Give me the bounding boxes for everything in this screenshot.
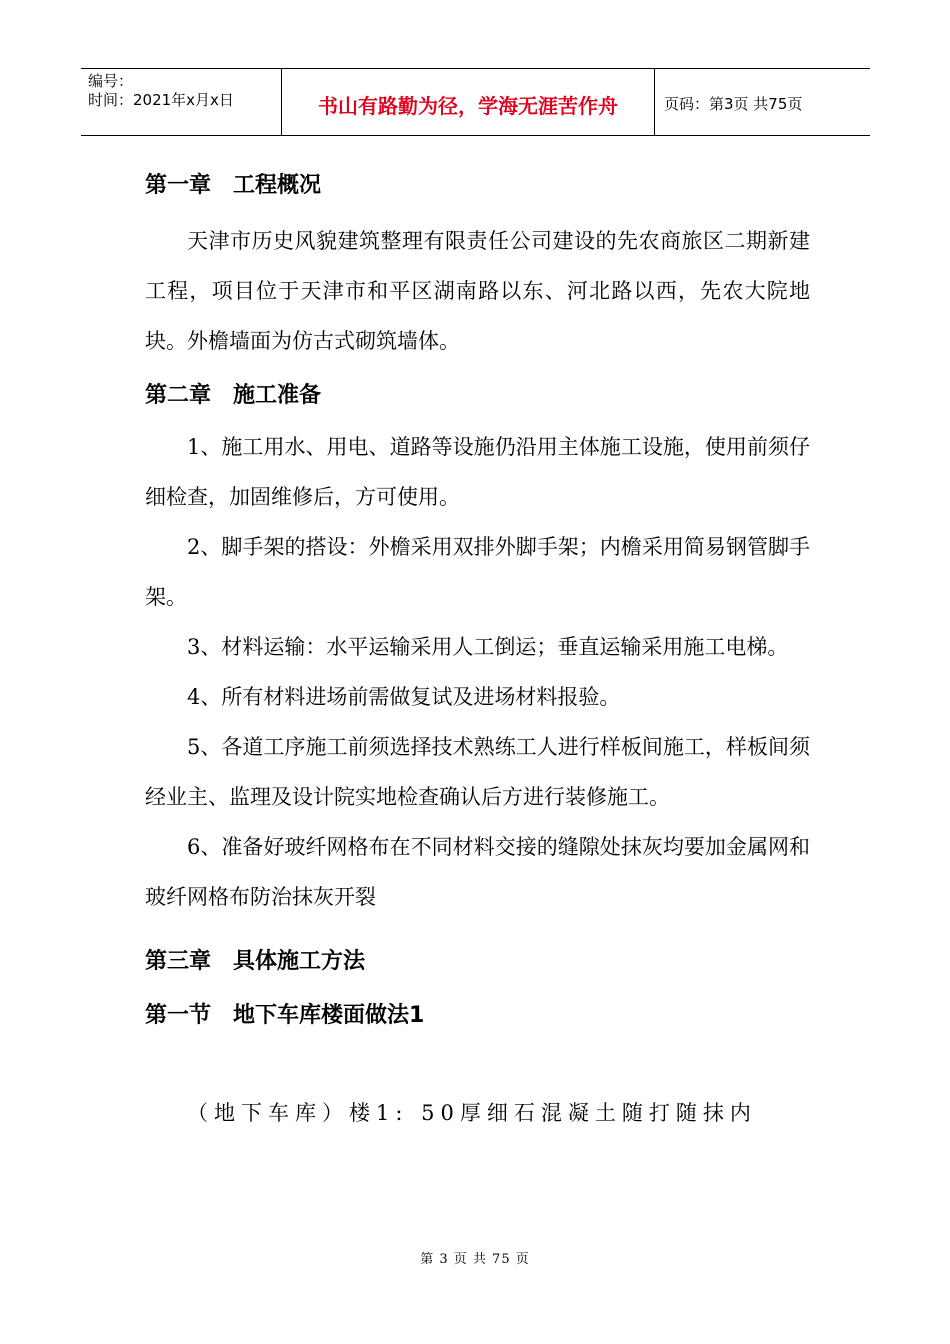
document-body (145, 170, 810, 1138)
page-header (81, 68, 870, 136)
chapter-2-item-1: 1、施工用水、用电、道路等设施仍沿用主体施工设施，使用前须仔细检查，加固维修后，方可使用。 (145, 435, 810, 509)
chapter-2-title: 第二章 施工准备 (145, 383, 322, 408)
header-meta (81, 69, 282, 135)
chapter-2-item-2: 2、脚手架的搭设：外檐采用双排外脚手架；内檐采用简易钢管脚手架。 (145, 535, 810, 609)
section-1-paragraph: （地下车库）楼1: 50厚细石混凝土随打随抹内 (187, 1101, 757, 1125)
chapter-3-title: 第三章 具体施工方法 (145, 949, 366, 974)
chapter-2-item-5: 5、各道工序施工前须选择技术熟练工人进行样板间施工，样板间须经业主、监理及设计院实地检查确认后方进行装修施工。 (145, 735, 810, 809)
header-page-info: 页码：第3页 共75页 (664, 94, 803, 113)
page-footer: 第 3 页 共 75 页 (420, 1252, 530, 1267)
chapter-2-item-3: 3、材料运输：水平运输采用人工倒运；垂直运输采用施工电梯。 (187, 635, 789, 659)
chapter-1-paragraph: 天津市历史风貌建筑整理有限责任公司建设的先农商旅区二期新建工程，项目位于天津市和平区湖南路以东、河北路以西，先农大院地块。外檐墙面为仿古式砌筑墙体。 (145, 229, 810, 353)
document-time-label: 时间：2021年x月x日 (88, 91, 234, 109)
document-number-label: 编号： (88, 72, 134, 90)
section-1-title: 第一节 地下车库楼面做法1 (145, 1003, 425, 1028)
chapter-1-title: 第一章 工程概况 (145, 173, 322, 198)
header-motto: 书山有路勤为径，学海无涯苦作舟 (282, 69, 655, 135)
chapter-2-item-6: 6、准备好玻纤网格布在不同材料交接的缝隙处抹灰均要加金属网和玻纤网格布防治抹灰开裂 (145, 835, 810, 909)
chapter-2-item-4: 4、所有材料进场前需做复试及进场材料报验。 (187, 685, 621, 709)
